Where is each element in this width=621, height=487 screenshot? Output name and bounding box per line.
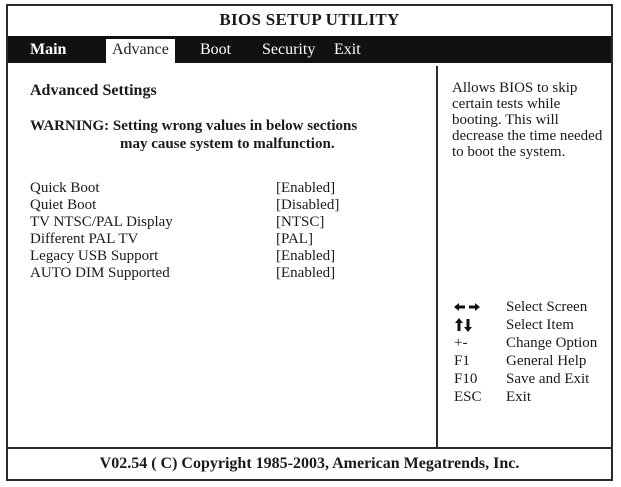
left-right-arrows-icon bbox=[454, 298, 480, 316]
key-desc: Change Option bbox=[506, 335, 598, 351]
key-legend-row bbox=[448, 298, 618, 316]
setting-label: TV NTSC/PAL Display bbox=[30, 214, 173, 230]
up-down-arrows-icon bbox=[454, 316, 474, 334]
footer-divider bbox=[8, 447, 611, 449]
setting-row-auto-dim[interactable] bbox=[30, 265, 430, 282]
key-name: F1 bbox=[454, 353, 470, 369]
bios-window bbox=[6, 4, 613, 481]
menu-tab-main[interactable]: Main bbox=[30, 41, 67, 58]
setting-row-legacy-usb[interactable] bbox=[30, 248, 430, 265]
menu-tab-boot[interactable]: Boot bbox=[200, 41, 232, 58]
key-name: +- bbox=[454, 335, 468, 351]
setting-value[interactable]: [PAL] bbox=[276, 231, 313, 247]
help-text: Allows BIOS to skip certain tests while booting. This will decrease the time needed to boot the system. bbox=[452, 80, 603, 160]
key-legend-row bbox=[448, 316, 618, 334]
menu-bar bbox=[8, 36, 611, 63]
key-name: F10 bbox=[454, 371, 478, 387]
window-title: BIOS SETUP UTILITY bbox=[219, 10, 400, 29]
section-heading: Advanced Settings bbox=[30, 82, 157, 99]
setting-row-pal-tv[interactable] bbox=[30, 231, 430, 248]
copyright-footer: V02.54 ( C) Copyright 1985-2003, American Megatrends, Inc. bbox=[99, 455, 520, 472]
menu-tab-security[interactable]: Security bbox=[262, 41, 316, 58]
panel-divider bbox=[436, 66, 438, 447]
key-desc: General Help bbox=[506, 353, 587, 369]
setting-label: Quick Boot bbox=[30, 180, 100, 196]
warning-text-line1: WARNING: Setting wrong values in below sections bbox=[30, 118, 358, 134]
key-name: ESC bbox=[454, 389, 482, 405]
setting-value[interactable]: [NTSC] bbox=[276, 214, 325, 230]
setting-value[interactable]: [Enabled] bbox=[276, 180, 336, 196]
setting-label: Different PAL TV bbox=[30, 231, 139, 247]
menu-tab-advance[interactable]: Advance bbox=[106, 39, 175, 63]
setting-value[interactable]: [Disabled] bbox=[276, 197, 340, 213]
settings-panel bbox=[8, 66, 435, 446]
key-legend-row bbox=[448, 388, 618, 406]
setting-label: AUTO DIM Supported bbox=[30, 265, 170, 281]
setting-row-quiet-boot[interactable] bbox=[30, 197, 430, 214]
setting-value[interactable]: [Enabled] bbox=[276, 248, 336, 264]
settings-list bbox=[30, 180, 430, 282]
key-legend-row bbox=[448, 352, 618, 370]
key-desc: Select Screen bbox=[506, 299, 588, 315]
key-desc: Select Item bbox=[506, 317, 574, 333]
setting-label: Legacy USB Support bbox=[30, 248, 159, 264]
key-legend-row bbox=[448, 370, 618, 388]
key-legend bbox=[448, 298, 618, 406]
warning-text-line2: may cause system to malfunction. bbox=[120, 136, 335, 152]
setting-row-tv-display[interactable] bbox=[30, 214, 430, 231]
setting-label: Quiet Boot bbox=[30, 197, 97, 213]
menu-tab-exit[interactable]: Exit bbox=[334, 41, 361, 58]
setting-value[interactable]: [Enabled] bbox=[276, 265, 336, 281]
key-desc: Save and Exit bbox=[506, 371, 590, 387]
setting-row-quick-boot[interactable] bbox=[30, 180, 430, 197]
key-legend-row bbox=[448, 334, 618, 352]
key-desc: Exit bbox=[506, 389, 531, 405]
